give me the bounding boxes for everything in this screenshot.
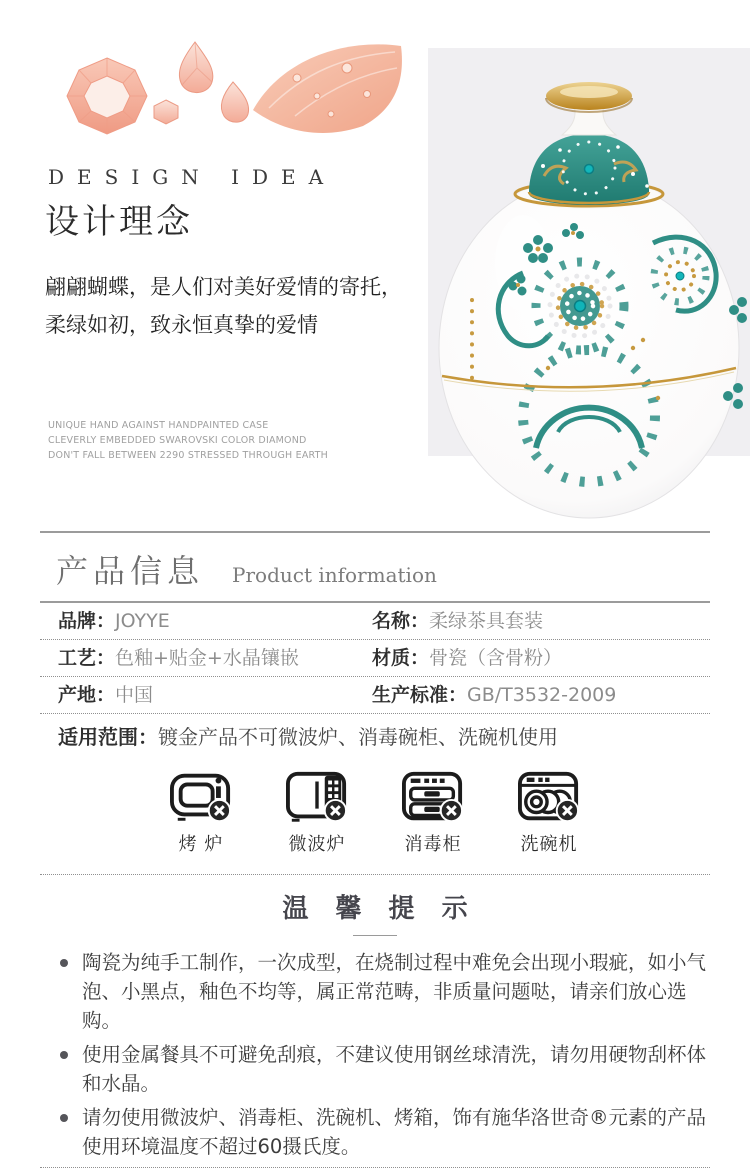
section-divider [40,874,710,875]
list-item [60,1040,710,1098]
sterilizer-cabinet-icon [399,766,467,828]
material-cell [372,646,562,670]
craft-value: 色釉+贴金+水晶镶嵌 [115,647,299,669]
origin-cell [58,683,372,707]
appliance-oven [165,766,237,856]
appliance-dishwasher [513,766,585,856]
fineprint-line: UNIQUE HAND AGAINST HANDPAINTED CASE [48,420,269,431]
origin-label: 产地： [58,684,116,706]
product-info-section [40,531,710,1168]
name-value: 柔绿茶具套装 [429,610,544,632]
name-cell [372,609,543,633]
material-value: 骨瓷（含骨粉） [429,647,563,669]
tips-title: 温 馨 提 示 [282,894,477,924]
tip-text: 陶瓷为纯手工制作，一次成型，在烧制过程中难免会出现小瑕疵，如小气泡、小黑点，釉色不均等，属正常范畴，非质量问题哒，请亲们放心选购。 [82,951,707,1032]
scope-value: 镀金产品不可微波炉、消毒碗柜、洗碗机使用 [158,725,558,749]
appliance-label: 烤 炉 [178,834,224,855]
brand-label: 品牌： [58,610,116,632]
porcelain-jar-image [428,48,750,456]
dishwasher-icon [515,766,583,828]
bullet-dot-icon [60,1114,68,1122]
product-info-title-en: Product information [232,563,437,587]
table-row [40,603,710,640]
table-row [40,677,710,714]
crystals-illustration [45,38,403,132]
appliance-sterilizer [397,766,469,856]
craft-cell [58,646,372,670]
brand-cell [58,609,372,633]
appliance-label: 洗碗机 [520,834,578,855]
tips-title-underline [353,935,397,936]
product-info-header [40,531,710,603]
design-fineprint [48,418,328,463]
standard-label: 生产标准： [372,684,468,706]
list-item [60,948,710,1035]
design-description-line1: 翩翩蝴蝶，是人们对美好爱情的寄托， [45,275,402,299]
tips-list [60,948,710,1161]
standard-cell [372,683,616,707]
design-idea-eyebrow: DESIGN IDEA [48,165,337,189]
appliance-microwave [281,766,353,856]
name-label: 名称： [372,610,430,632]
design-description [45,268,402,344]
craft-label: 工艺： [58,647,116,669]
product-photo [428,48,750,456]
standard-value: GB/T3532-2009 [467,684,617,706]
crystal-banner-image [45,38,403,132]
scope-label: 适用范围： [58,725,158,749]
product-info-title-zh: 产品信息 [56,552,205,590]
appliance-label: 微波炉 [288,834,346,855]
bullet-dot-icon [60,959,68,967]
fineprint-line: DON'T FALL BETWEEN 2290 STRESSED THROUGH EARTH [48,450,328,461]
tip-text: 请勿使用微波炉、消毒柜、洗碗机、烤箱，饰有施华洛世奇®元素的产品使用环境温度不超过60摄氏度。 [82,1106,707,1158]
origin-value: 中国 [115,684,154,706]
list-item [60,1103,710,1161]
bullet-dot-icon [60,1051,68,1059]
fineprint-line: CLEVERLY EMBEDDED SWAROVSKI COLOR DIAMOND [48,435,307,446]
brand-value: JOYYE [115,610,170,632]
microwave-icon [283,766,351,828]
design-description-line2: 柔绿如初，致永恒真挚的爱情 [45,313,318,337]
appliance-label: 消毒柜 [404,834,462,855]
table-row [40,640,710,677]
design-title: 设计理念 [45,202,193,242]
prohibited-appliances [40,766,710,856]
tip-text: 使用金属餐具不可避免刮痕，不建议使用钢丝球清洗，请勿用硬物刮杯体和水晶。 [82,1043,707,1095]
oven-icon [167,766,235,828]
material-label: 材质： [372,647,430,669]
usage-scope-row [40,714,710,750]
